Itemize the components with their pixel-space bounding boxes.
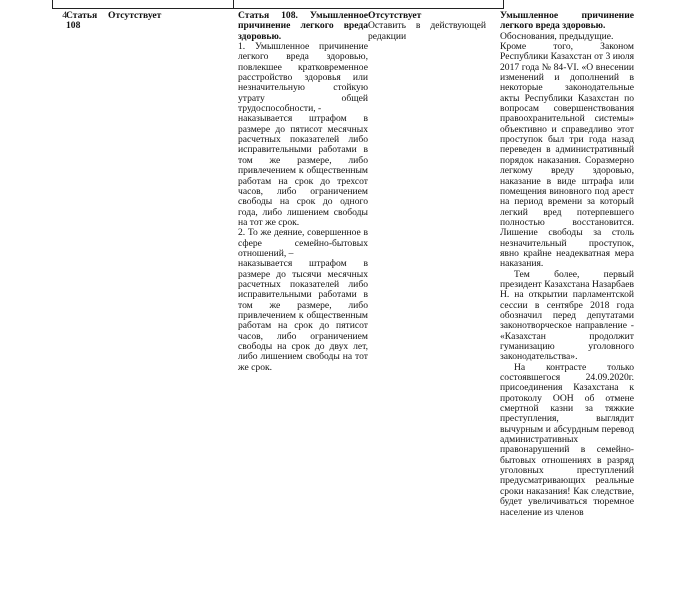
- proposed-text-cell: [238, 11, 368, 373]
- table-top-border: [52, 0, 504, 9]
- proposed-paragraph: 2. То же деяние, совершенное в сфере семейно-бытовых отношений, –: [238, 227, 368, 259]
- justification-paragraph: Тем более, первый президент Казахстана Назарбаев Н. на открытии парламентской сессии в сентябре 2018 года обозначил перед депутатами законотворческое направление - «Казахстан продолжит гуманизацию уголовного законодательства».: [500, 268, 634, 363]
- proposed-paragraph: наказывается штрафом в размере до тысячи месячных расчетных показателей либо исправительными работами в том же размере, либо привлечением к общественным работам на срок до пятисот часов, либо ограничением свободы на срок до двух лет, либо лишением свободы на тот же срок.: [238, 258, 368, 373]
- justification-title: Умышленное причинение легкого вреда здоровью.: [500, 10, 634, 32]
- col4-action: Оставить в действующей редакции: [368, 20, 486, 42]
- proposed-paragraph: наказывается штрафом в размере до пятисот месячных расчетных показателей либо исправительными работами в том же размере, либо привлечением к общественным работам на срок до трехсот часов, либо ограничением свободы на срок до одного года, либо лишением свободы на тот же срок.: [238, 113, 368, 228]
- article-cell: Статья 108: [66, 10, 98, 32]
- proposed-title: Статья 108. Умышленное причинение легкого вреда здоровью.: [238, 10, 368, 42]
- current-status-cell: Отсутствует: [108, 10, 162, 21]
- justification-paragraph: Обоснования, предыдущие.: [500, 30, 614, 42]
- row-number: 4: [62, 10, 67, 21]
- col4-status: Отсутствует: [368, 10, 422, 21]
- justification-cell: [500, 11, 634, 518]
- justification-paragraph: Кроме того, Законом Республики Казахстан от 3 июля 2017 года № 84-VI. «О внесении изменений и дополнений в некоторые законодательные акты Республики Казахстан по вопросам совершенствования правоохранительной системы» объективно и справедливо этот проступок был три года назад переведен в административный порядок наказания. Соразмерно легкому вреду здоровью, наказание в виде штрафа или помещения виновного под арест на период времени за который легкий вред потерпевшего полностью восстановится. Лишение свободы за столь незначительный проступок, явно крайне неадекватная мера наказания.: [500, 41, 634, 270]
- col4-cell: [368, 11, 498, 42]
- proposed-paragraph: 1. Умышленное причинение легкого вреда здоровью, повлекшее кратковременное расстройство здоровья или незначительную стойкую утрату общей трудоспособности, -: [238, 41, 368, 115]
- justification-paragraph: На контрасте только состоявшегося 24.09.2020г. присоединения Казахстана к протоколу ООН об отмене смертной казни за тяжкие преступления, выглядит вычурным и абсурдным перевод административных правонарушений в семейно-бытовых отношениях в разряд уголовных преступлений предусматривающих реальные сроки наказания! Как следствие, будет увеличиваться тюремное население из членов: [500, 361, 634, 518]
